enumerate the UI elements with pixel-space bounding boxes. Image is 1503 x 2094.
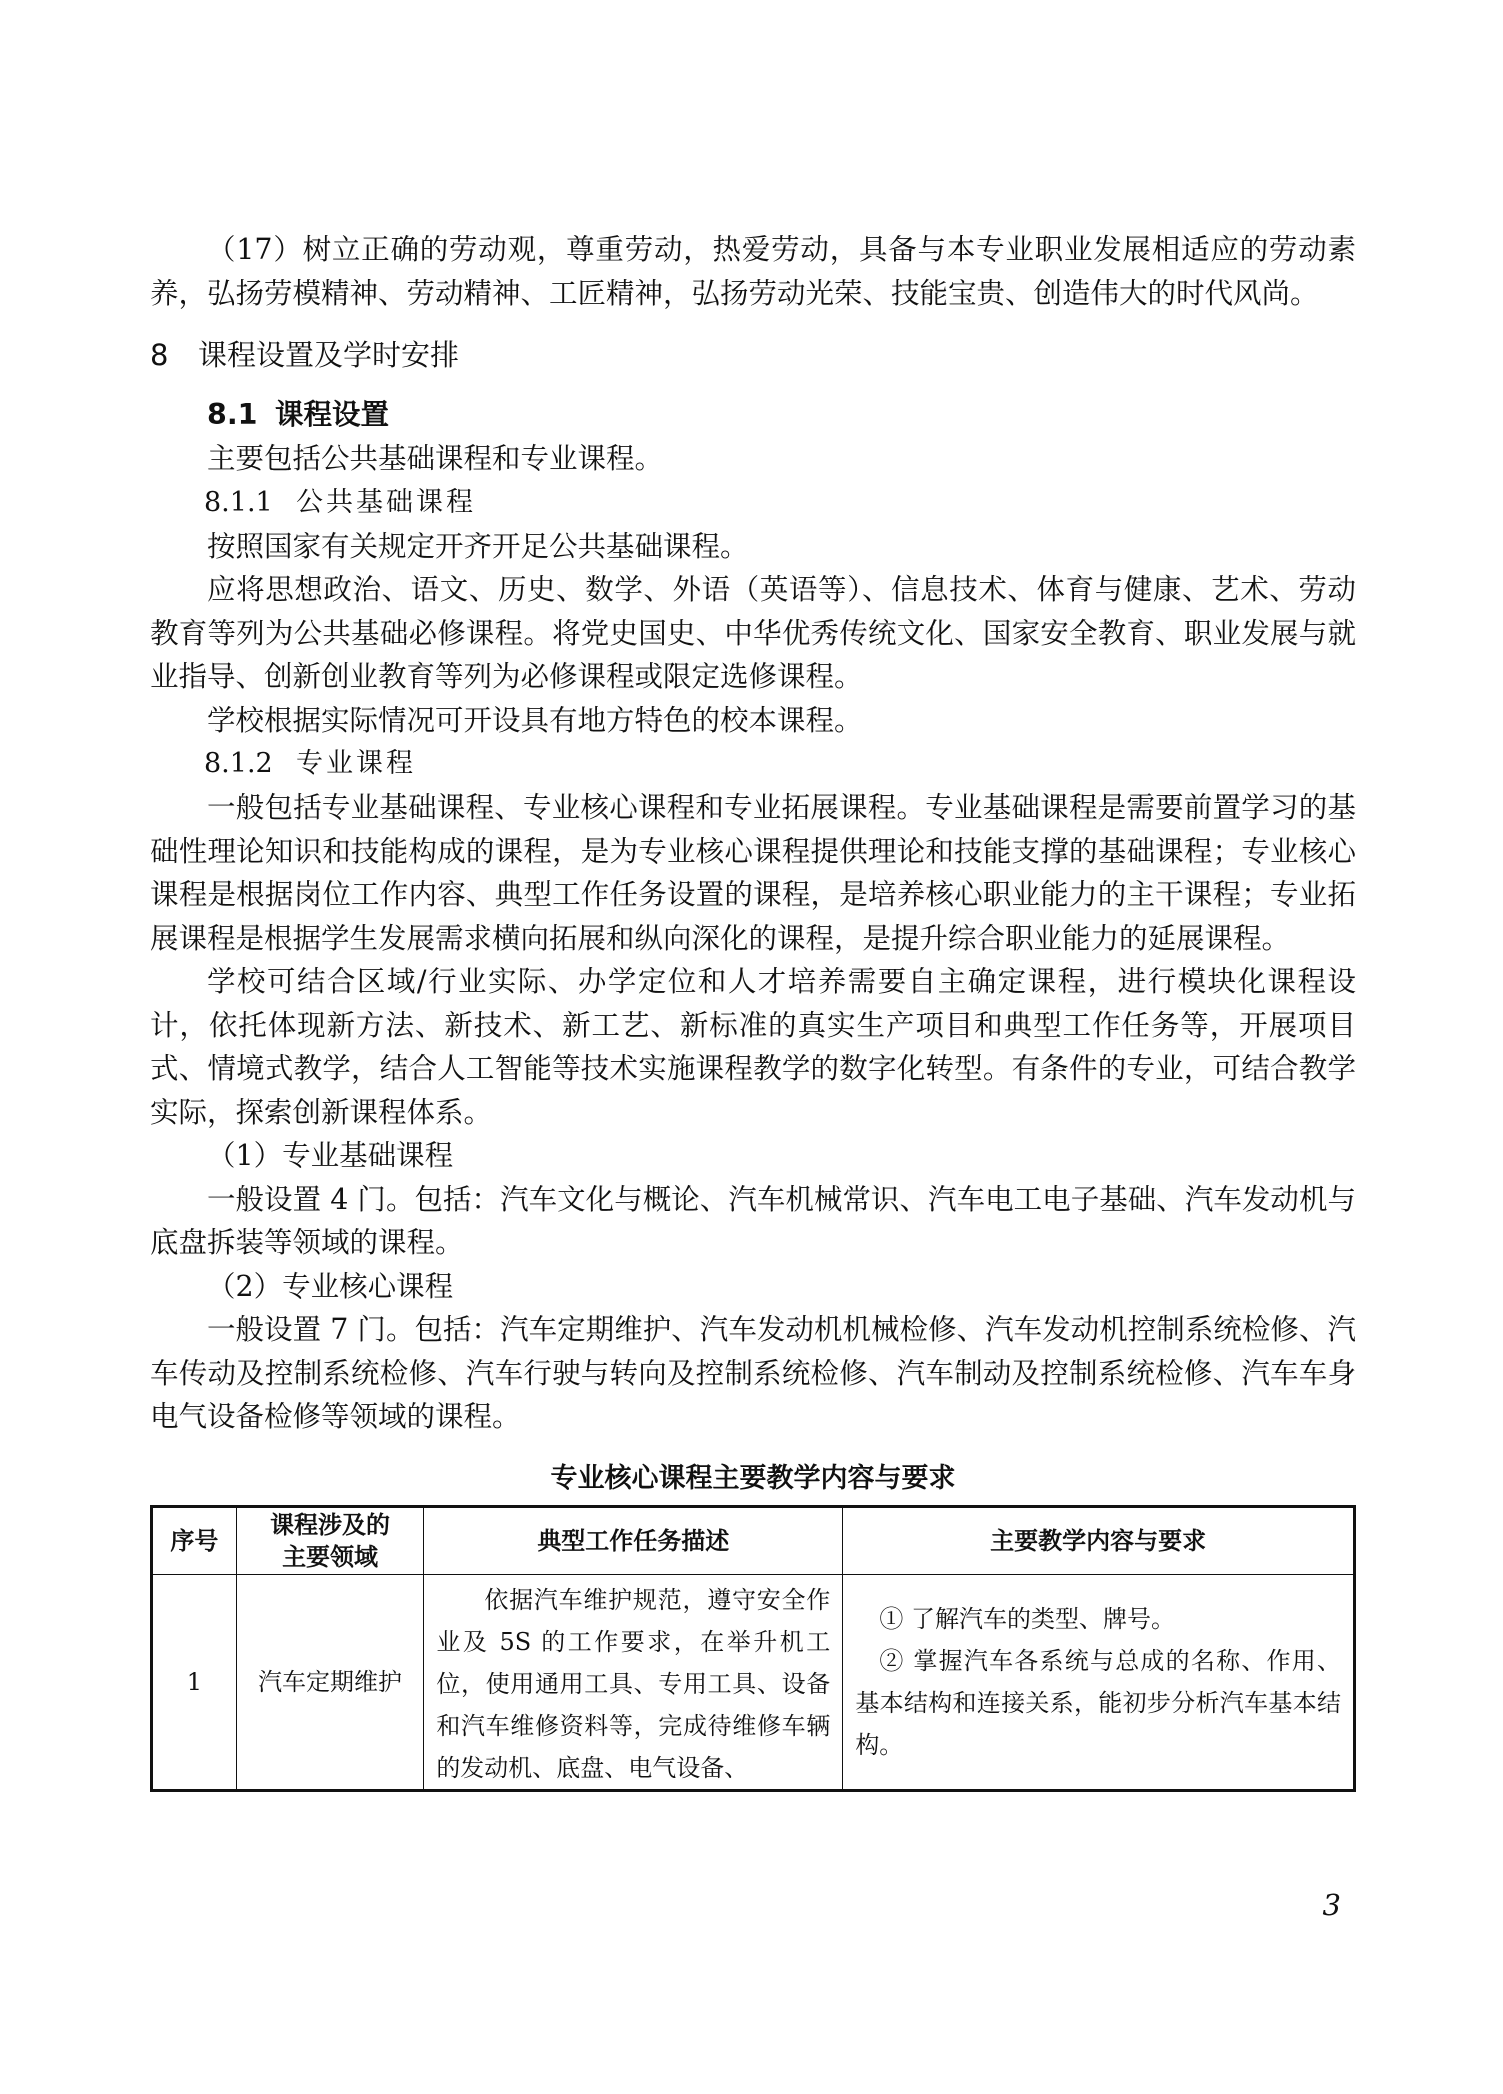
header-content: 主要教学内容与要求 xyxy=(843,1506,1355,1574)
requirement-item: ② 掌握汽车各系统与总成的名称、作用、基本结构和连接关系，能初步分析汽车基本结构。 xyxy=(855,1646,1341,1759)
section-8-number: 8 xyxy=(150,338,169,372)
cell-task: 依据汽车维护规范，遵守安全作业及 5S 的工作要求，在举升机工位，使用通用工具、专用工具、设备和汽车维修资料等，完成待维修车辆的发动机、底盘、电气设备、 xyxy=(424,1574,843,1790)
table-title: 专业核心课程主要教学内容与要求 xyxy=(550,1462,956,1494)
cell-domain: 汽车定期维护 xyxy=(236,1574,424,1790)
section-8-1-2-number: 8.1.2 xyxy=(204,748,273,779)
paragraph: 按照国家有关规定开齐开足公共基础课程。 xyxy=(207,529,749,563)
basic-courses-text: 一般设置 4 门。包括：汽车文化与概论、汽车机械常识、汽车电工电子基础、汽车发动机与底盘拆装等领域的课程。 xyxy=(150,1182,1356,1259)
requirement-item: ① 了解汽车的类型、牌号。 xyxy=(879,1604,1175,1633)
section-8-1-title: 课程设置 xyxy=(275,398,390,431)
core-courses-title: （2）专业核心课程 xyxy=(207,1269,454,1303)
section-8-1-1-number: 8.1.1 xyxy=(204,486,273,518)
cell-content xyxy=(843,1574,1355,1790)
paragraph: 应将思想政治、语文、历史、数学、外语（英语等）、信息技术、体育与健康、艺术、劳动教育等列为公共基础必修课程。将党史国史、中华优秀传统文化、国家安全教育、职业发展与就业指导、创新创业教育等列为必修课程或限定选修课程。 xyxy=(150,573,1356,693)
section-8-1-1-heading xyxy=(150,481,1356,525)
header-task: 典型工作任务描述 xyxy=(424,1506,843,1574)
cell-seq: 1 xyxy=(152,1574,237,1790)
paragraph: 学校根据实际情况可开设具有地方特色的校本课程。 xyxy=(207,703,863,737)
section-8-1-intro: 主要包括公共基础课程和专业课程。 xyxy=(207,442,664,475)
paragraph-17: （17）树立正确的劳动观，尊重劳动，热爱劳动，具备与本专业职业发展相适应的劳动素养，弘扬劳模精神、劳动精神、工匠精神，弘扬劳动光荣、技能宝贵、创造伟大的时代风尚。 xyxy=(150,233,1356,310)
core-courses-text: 一般设置 7 门。包括：汽车定期维护、汽车发动机机械检修、汽车发动机控制系统检修、汽车传动及控制系统检修、汽车行驶与转向及控制系统检修、汽车制动及控制系统检修、汽车车身电气设备检修等领域的课程。 xyxy=(150,1313,1356,1433)
section-8-heading xyxy=(150,333,1356,377)
section-8-1-2-title: 专业课程 xyxy=(296,748,416,779)
section-8-1-number: 8.1 xyxy=(207,398,258,431)
table-row xyxy=(152,1574,1355,1790)
core-courses-table xyxy=(150,1505,1356,1792)
header-domain-line2: 主要领域 xyxy=(282,1542,379,1571)
paragraph: 一般包括专业基础课程、专业核心课程和专业拓展课程。专业基础课程是需要前置学习的基础性理论知识和技能构成的课程，是为专业核心课程提供理论和技能支撑的基础课程；专业核心课程是根据岗位工作内容、典型工作任务设置的课程，是培养核心职业能力的主干课程；专业拓展课程是根据学生发展需求横向拓展和纵向深化的课程，是提升综合职业能力的延展课程。 xyxy=(150,791,1356,955)
basic-courses-title: （1）专业基础课程 xyxy=(207,1139,454,1172)
page-content xyxy=(150,228,1356,1792)
paragraph: 学校可结合区域/行业实际、办学定位和人才培养需要自主确定课程，进行模块化课程设计，依托体现新方法、新技术、新工艺、新标准的真实生产项目和典型工作任务等，开展项目式、情境式教学，结合人工智能等技术实施课程教学的数字化转型。有条件的专业，可结合教学实际，探索创新课程体系。 xyxy=(150,965,1356,1129)
section-8-1-heading xyxy=(150,393,1356,437)
header-seq: 序号 xyxy=(152,1506,237,1574)
section-8-1-2-heading xyxy=(150,742,1356,786)
page-number: 3 xyxy=(1322,1888,1341,1922)
section-8-1-1-title: 公共基础课程 xyxy=(296,486,476,518)
section-8-title: 课程设置及学时安排 xyxy=(198,338,460,372)
header-domain xyxy=(236,1506,424,1574)
table-header-row xyxy=(152,1506,1355,1574)
header-domain-line1: 课程涉及的 xyxy=(270,1510,391,1539)
